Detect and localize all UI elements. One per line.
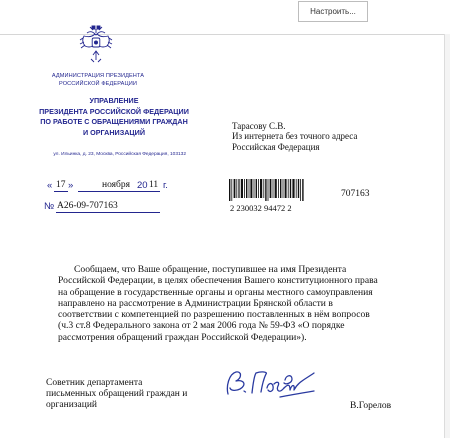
date-year-unit: г.	[163, 180, 168, 191]
body-line: на обращение в государственные органы и органы местного самоуправления	[58, 286, 373, 298]
date-month: ноября	[102, 180, 130, 190]
handwritten-signature	[222, 364, 318, 400]
body-line: Сообщаем, что Ваше обращение, поступившее на имя Президента	[74, 264, 347, 275]
department-line: ПРЕЗИДЕНТА РОССИЙСКОЙ ФЕДЕРАЦИИ	[39, 106, 189, 116]
recipient-block	[232, 121, 357, 152]
body-line: Российской Федерации, в целях обеспечения Вашего конституционного права	[58, 275, 378, 287]
settings-button[interactable]: Настроить...	[298, 1, 368, 22]
date-close-quote: »	[68, 180, 74, 191]
date-month-underline	[78, 191, 158, 192]
department-line: УПРАВЛЕНИЕ	[89, 96, 139, 105]
admin-line: РОССИЙСКОЙ ФЕДЕРАЦИИ	[58, 81, 137, 87]
body-line: соответствии с компетенцией по разрешению поставленных в нём вопросов	[58, 309, 370, 321]
viewer-toolbar	[0, 0, 450, 35]
outgoing-number-underline	[56, 212, 160, 213]
administration-label	[36, 72, 160, 88]
date-year-prefix: 20	[137, 180, 148, 191]
letter-body	[58, 264, 402, 343]
date-day: 17	[56, 180, 66, 190]
date-year-underline	[147, 191, 160, 192]
body-line: направлено на рассмотрение в Администрации Брянской области в	[58, 297, 333, 309]
recipient-line: Тарасову С.В.	[232, 121, 286, 131]
vertical-scrollbar[interactable]	[444, 34, 450, 438]
russian-coat-of-arms-icon	[78, 24, 114, 64]
signer-name: В.Горелов	[350, 401, 392, 411]
recipient-line: Российская Федерация	[232, 141, 320, 152]
recipient-line: Из интернета без точного адреса	[232, 131, 358, 142]
signer-title	[46, 378, 187, 412]
department-line: И ОРГАНИЗАЦИЙ	[83, 127, 145, 137]
registration-number: 707163	[341, 189, 370, 199]
barcode-digits: 2 230032 94472 2	[230, 203, 292, 213]
number-sign: №	[44, 201, 55, 212]
admin-line: АДМИНИСТРАЦИЯ ПРЕЗИДЕНТА	[51, 73, 145, 79]
date-day-underline	[54, 191, 68, 192]
department-line: ПО РАБОТЕ С ОБРАЩЕНИЯМИ ГРАЖДАН	[40, 117, 188, 126]
signer-title-line: Советник департамента	[46, 378, 143, 388]
body-line: рассмотрения обращений граждан Российской Федерации»).	[58, 331, 307, 343]
body-line: (ч.3 ст.8 Федерального закона от 2 мая 2006 года № 59-ФЗ «О порядке	[58, 320, 345, 332]
office-address: ул. Ильинка, д. 23, Москва, Российская Федерация, 103132	[53, 152, 186, 157]
outgoing-number: А26-09-707163	[57, 201, 118, 211]
signer-title-line: организаций	[46, 400, 98, 411]
barcode-icon	[228, 179, 304, 201]
date-year: 11	[149, 180, 159, 190]
department-title	[36, 96, 192, 138]
date-open-quote: «	[47, 180, 53, 191]
signer-title-line: письменных обращений граждан и	[46, 389, 188, 400]
